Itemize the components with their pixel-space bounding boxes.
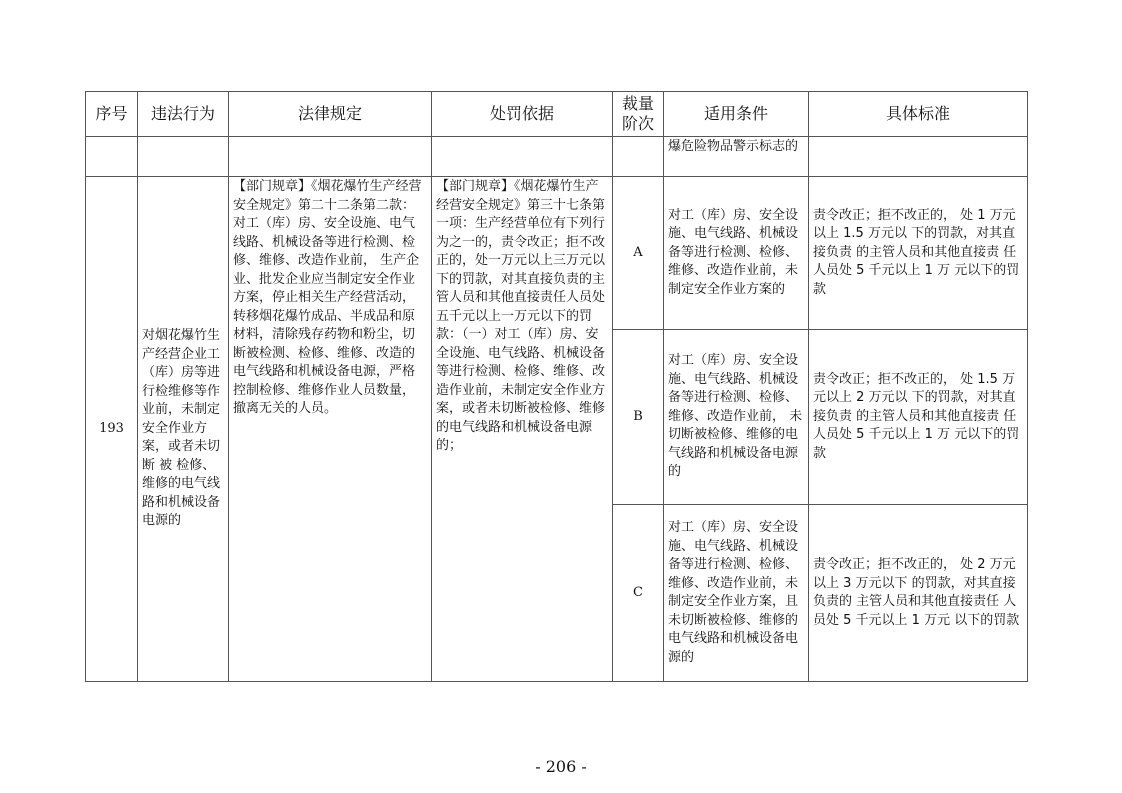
continuation-law-cell [229, 137, 432, 177]
page-number: - 206 - [535, 757, 587, 776]
row-number-cell: 193 [86, 177, 138, 682]
header-condition: 适用条件 [664, 92, 809, 137]
continuation-standard-cell [809, 137, 1028, 177]
header-law: 法律规定 [229, 92, 432, 137]
violation-behavior-cell: 对烟花爆竹生产经营企业工（库）房等进行检维修等作业前，未制定安全作业方案，或者未切 断 被 检修、维修的电气线路和机械设备电源的 [138, 177, 229, 682]
header-level: 裁量 阶次 [613, 92, 664, 137]
continuation-number-cell [86, 137, 138, 177]
header-standard: 具体标准 [809, 92, 1028, 137]
level-a-cell: A [613, 177, 664, 330]
standard-c-cell: 责令改正；拒不改正的， 处 2 万元以上 3 万元以下 的罚款，对其直接负责的 主管人员和其他直接责任 人员处 5 千元以上 1 万元 以下的罚款 [809, 505, 1028, 682]
header-basis: 处罚依据 [432, 92, 613, 137]
level-b-cell: B [613, 330, 664, 505]
continuation-condition-cell: 爆危险物品警示标志的 [664, 137, 809, 177]
law-provision-cell: 【部门规章】《烟花爆竹生产经营安全规定》第二十二条第二款：对工（库）房、安全设施、电气线路、机械设备等进行检测、检修、维修、改造作业前， 生产企业、批发企业应当制定安全作业方案，停止相关生产经营活动，转移烟花爆竹成品、半成品和原材料，清除残存药物和粉尘，切断被检测、检修、维修、改造的电气线路和机械设备电源，严格控制检修、维修作业人员数量，撤离无关的人员。 [229, 177, 432, 682]
table-row [86, 177, 1028, 330]
table-header-row [86, 92, 1028, 137]
penalty-basis-cell: 【部门规章】《烟花爆竹生产经营安全规定》第三十七条第一项：生产经营单位有下列行为之一的，责令改正；拒不改正的，处一万元以上三万元以下的罚款，对其直接负责的主管人员和其他直接责任人员处五千元以上一万元以下的罚款：（一）对工（库）房、安全设施、电气线路、机械设备等进行检测、检修、维修、改造作业前，未制定安全作业方案，或者未切断被检修、维修的电气线路和机械设备电源的； [432, 177, 613, 682]
continuation-behavior-cell [138, 137, 229, 177]
continuation-basis-cell [432, 137, 613, 177]
continuation-row [86, 137, 1028, 177]
level-c-cell: C [613, 505, 664, 682]
condition-c-cell: 对工（库）房、安全设施、电气线路、机械设备等进行检测、检修、维修、改造作业前，未制定安全作业方案，且未切断被检修、维修的电气线路和机械设备电源的 [664, 505, 809, 682]
condition-a-cell: 对工（库）房、安全设施、电气线路、机械设备等进行检测、检修、维修、改造作业前，未制定安全作业方案的 [664, 177, 809, 330]
header-number: 序号 [86, 92, 138, 137]
standard-a-cell: 责令改正；拒不改正的， 处 1 万元以上 1.5 万元以 下的罚款，对其直接负责 的主管人员和其他直接责 任人员处 5 千元以上 1 万 元以下的罚款 [809, 177, 1028, 330]
condition-b-cell: 对工（库）房、安全设施、电气线路、机械设备等进行检测、检修、维修、改造作业前， 未切断被检修、维修的电气线路和机械设备电源的 [664, 330, 809, 505]
header-violation: 违法行为 [138, 92, 229, 137]
standard-b-cell: 责令改正；拒不改正的， 处 1.5 万元以上 2 万元以 下的罚款，对其直接负责 的主管人员和其他直接责 任人员处 5 千元以上 1 万 元以下的罚款 [809, 330, 1028, 505]
continuation-level-cell [613, 137, 664, 177]
penalty-discretion-table [85, 91, 1028, 682]
